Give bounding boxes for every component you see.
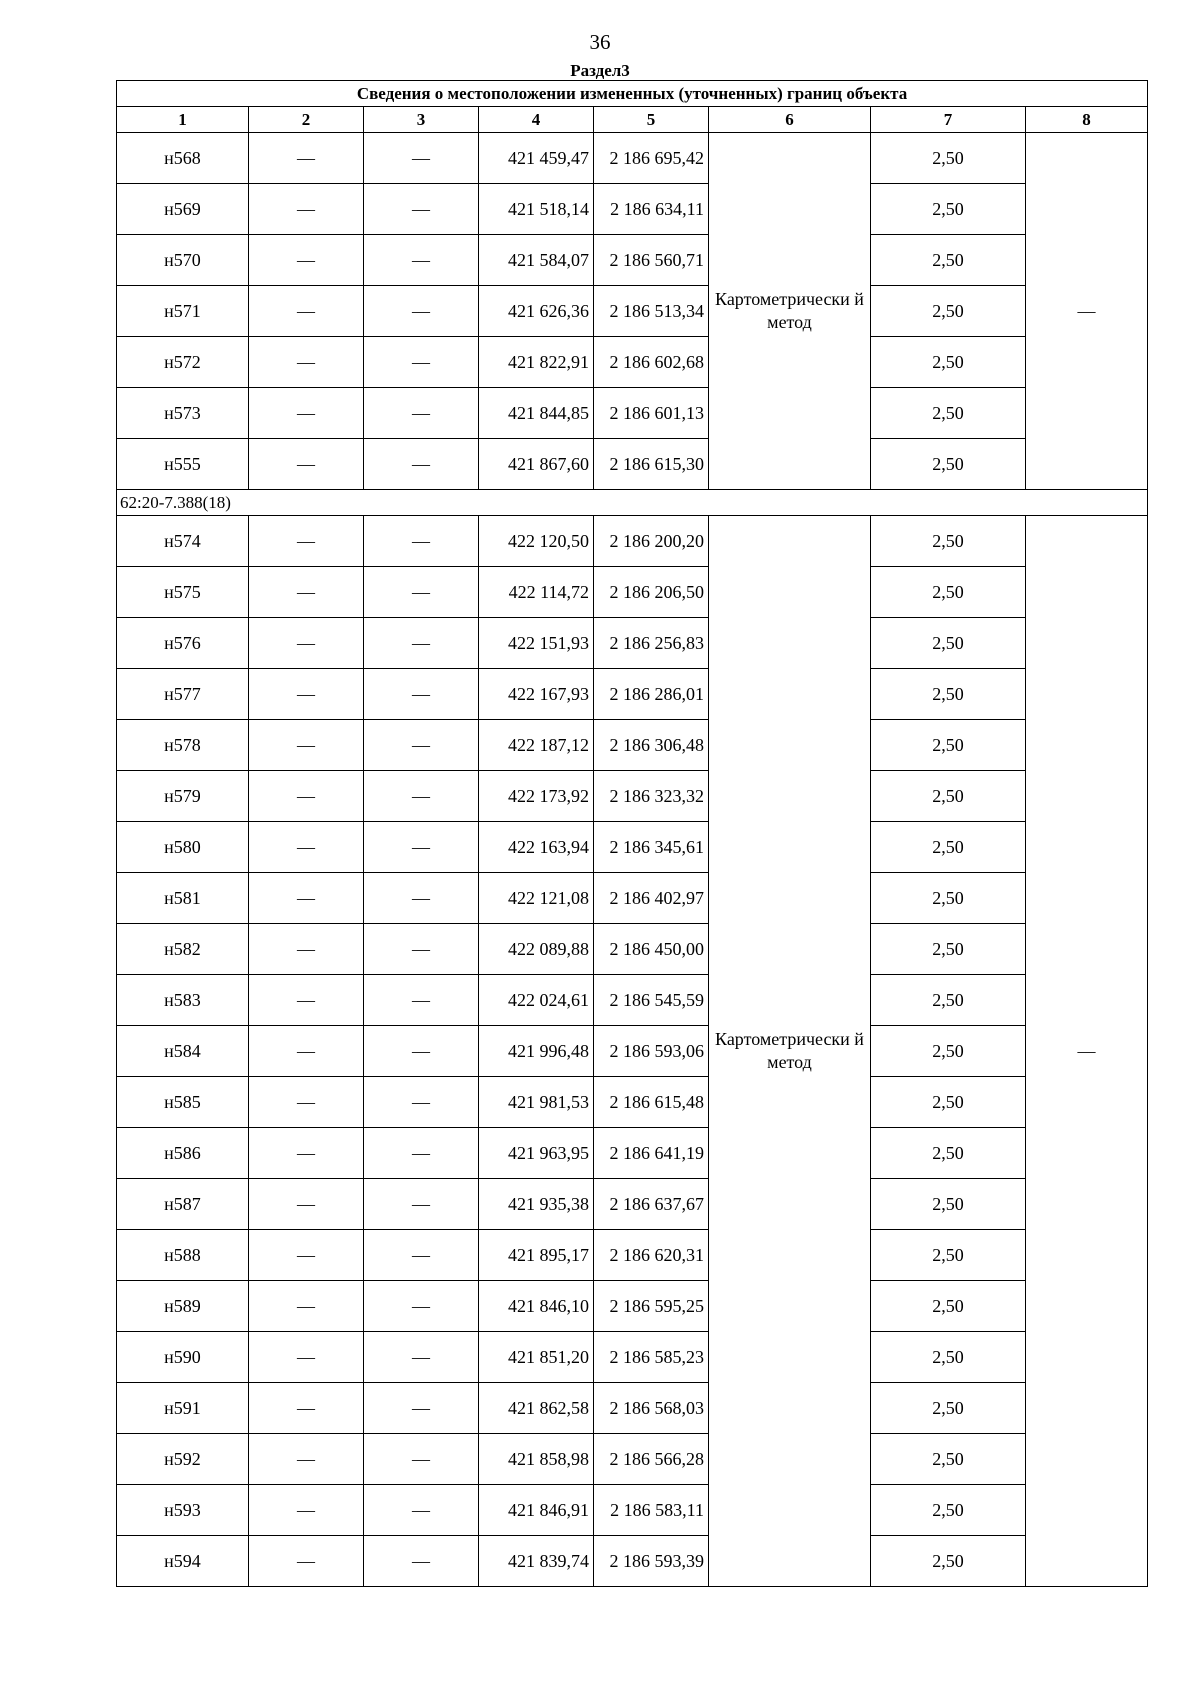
table-row bbox=[117, 1434, 1148, 1485]
col3-dash: — bbox=[364, 567, 479, 618]
accuracy-value: 2,50 bbox=[871, 1332, 1026, 1383]
coordinate-y: 2 186 615,48 bbox=[594, 1077, 709, 1128]
col2-dash: — bbox=[249, 439, 364, 490]
point-name: н555 bbox=[117, 439, 249, 490]
accuracy-value: 2,50 bbox=[871, 1434, 1026, 1485]
coordinate-x: 421 518,14 bbox=[479, 184, 594, 235]
column-number-7: 7 bbox=[871, 107, 1026, 133]
col2-dash: — bbox=[249, 873, 364, 924]
accuracy-value: 2,50 bbox=[871, 1077, 1026, 1128]
coordinate-x: 422 089,88 bbox=[479, 924, 594, 975]
accuracy-value: 2,50 bbox=[871, 133, 1026, 184]
point-name: н586 bbox=[117, 1128, 249, 1179]
coordinate-y: 2 186 256,83 bbox=[594, 618, 709, 669]
boundary-coordinates-table bbox=[116, 80, 1148, 1587]
point-name: н589 bbox=[117, 1281, 249, 1332]
table-row bbox=[117, 1485, 1148, 1536]
coordinate-x: 421 584,07 bbox=[479, 235, 594, 286]
coordinate-x: 421 846,10 bbox=[479, 1281, 594, 1332]
accuracy-value: 2,50 bbox=[871, 771, 1026, 822]
col2-dash: — bbox=[249, 975, 364, 1026]
coordinate-x: 421 862,58 bbox=[479, 1383, 594, 1434]
column-number-4: 4 bbox=[479, 107, 594, 133]
coordinate-y: 2 186 306,48 bbox=[594, 720, 709, 771]
table-row bbox=[117, 516, 1148, 567]
accuracy-value: 2,50 bbox=[871, 1179, 1026, 1230]
table-row bbox=[117, 873, 1148, 924]
point-name: н593 bbox=[117, 1485, 249, 1536]
coordinate-x: 421 846,91 bbox=[479, 1485, 594, 1536]
col8-dash: — bbox=[1026, 516, 1148, 1587]
table-row bbox=[117, 1077, 1148, 1128]
col3-dash: — bbox=[364, 975, 479, 1026]
coordinate-y: 2 186 620,31 bbox=[594, 1230, 709, 1281]
col2-dash: — bbox=[249, 771, 364, 822]
coordinate-y: 2 186 568,03 bbox=[594, 1383, 709, 1434]
col2-dash: — bbox=[249, 669, 364, 720]
col3-dash: — bbox=[364, 771, 479, 822]
col2-dash: — bbox=[249, 133, 364, 184]
coordinate-y: 2 186 566,28 bbox=[594, 1434, 709, 1485]
point-name: н570 bbox=[117, 235, 249, 286]
col3-dash: — bbox=[364, 1485, 479, 1536]
accuracy-value: 2,50 bbox=[871, 1281, 1026, 1332]
col3-dash: — bbox=[364, 184, 479, 235]
col2-dash: — bbox=[249, 235, 364, 286]
accuracy-value: 2,50 bbox=[871, 618, 1026, 669]
accuracy-value: 2,50 bbox=[871, 1485, 1026, 1536]
page-number: 36 bbox=[589, 30, 611, 54]
coordinate-x: 421 844,85 bbox=[479, 388, 594, 439]
point-name: н580 bbox=[117, 822, 249, 873]
coordinate-y: 2 186 560,71 bbox=[594, 235, 709, 286]
col3-dash: — bbox=[364, 1383, 479, 1434]
coordinate-x: 421 851,20 bbox=[479, 1332, 594, 1383]
accuracy-value: 2,50 bbox=[871, 1230, 1026, 1281]
coordinate-x: 421 895,17 bbox=[479, 1230, 594, 1281]
coordinate-y: 2 186 602,68 bbox=[594, 337, 709, 388]
accuracy-value: 2,50 bbox=[871, 439, 1026, 490]
col2-dash: — bbox=[249, 924, 364, 975]
col3-dash: — bbox=[364, 439, 479, 490]
coordinate-x: 422 121,08 bbox=[479, 873, 594, 924]
table-row bbox=[117, 388, 1148, 439]
column-number-6: 6 bbox=[709, 107, 871, 133]
table-row bbox=[117, 822, 1148, 873]
table-row bbox=[117, 720, 1148, 771]
point-name: н569 bbox=[117, 184, 249, 235]
col2-dash: — bbox=[249, 516, 364, 567]
col3-dash: — bbox=[364, 1332, 479, 1383]
coordinate-y: 2 186 583,11 bbox=[594, 1485, 709, 1536]
table-row bbox=[117, 1230, 1148, 1281]
col3-dash: — bbox=[364, 1230, 479, 1281]
coordinate-y: 2 186 637,67 bbox=[594, 1179, 709, 1230]
table-row bbox=[117, 1536, 1148, 1587]
table-row bbox=[117, 1383, 1148, 1434]
table-caption: Сведения о местоположении измененных (уточненных) границ объекта bbox=[117, 81, 1148, 107]
table-row bbox=[117, 975, 1148, 1026]
coordinate-x: 421 935,38 bbox=[479, 1179, 594, 1230]
coordinate-y: 2 186 593,06 bbox=[594, 1026, 709, 1077]
col3-dash: — bbox=[364, 1026, 479, 1077]
col2-dash: — bbox=[249, 286, 364, 337]
accuracy-value: 2,50 bbox=[871, 822, 1026, 873]
col3-dash: — bbox=[364, 1128, 479, 1179]
coordinate-x: 421 996,48 bbox=[479, 1026, 594, 1077]
col2-dash: — bbox=[249, 822, 364, 873]
col2-dash: — bbox=[249, 1485, 364, 1536]
col2-dash: — bbox=[249, 567, 364, 618]
accuracy-value: 2,50 bbox=[871, 388, 1026, 439]
col2-dash: — bbox=[249, 1536, 364, 1587]
coordinate-x: 422 114,72 bbox=[479, 567, 594, 618]
accuracy-value: 2,50 bbox=[871, 1128, 1026, 1179]
col3-dash: — bbox=[364, 720, 479, 771]
point-name: н572 bbox=[117, 337, 249, 388]
table-row bbox=[117, 567, 1148, 618]
section-title: Раздел3 bbox=[570, 61, 630, 80]
accuracy-value: 2,50 bbox=[871, 720, 1026, 771]
col2-dash: — bbox=[249, 1077, 364, 1128]
table-row bbox=[117, 235, 1148, 286]
coordinate-x: 421 858,98 bbox=[479, 1434, 594, 1485]
col3-dash: — bbox=[364, 873, 479, 924]
point-name: н576 bbox=[117, 618, 249, 669]
accuracy-value: 2,50 bbox=[871, 235, 1026, 286]
col2-dash: — bbox=[249, 337, 364, 388]
point-name: н592 bbox=[117, 1434, 249, 1485]
coordinate-x: 422 163,94 bbox=[479, 822, 594, 873]
col3-dash: — bbox=[364, 388, 479, 439]
table-caption-row bbox=[117, 81, 1148, 107]
col2-dash: — bbox=[249, 618, 364, 669]
table-row bbox=[117, 337, 1148, 388]
coordinate-y: 2 186 513,34 bbox=[594, 286, 709, 337]
point-name: н571 bbox=[117, 286, 249, 337]
col3-dash: — bbox=[364, 1179, 479, 1230]
col2-dash: — bbox=[249, 1332, 364, 1383]
col3-dash: — bbox=[364, 235, 479, 286]
point-name: н587 bbox=[117, 1179, 249, 1230]
coordinate-x: 421 981,53 bbox=[479, 1077, 594, 1128]
table-row bbox=[117, 924, 1148, 975]
group-label-row bbox=[117, 490, 1148, 516]
coordinate-y: 2 186 695,42 bbox=[594, 133, 709, 184]
coordinate-y: 2 186 593,39 bbox=[594, 1536, 709, 1587]
coordinate-x: 421 867,60 bbox=[479, 439, 594, 490]
table-row bbox=[117, 771, 1148, 822]
column-number-5: 5 bbox=[594, 107, 709, 133]
col3-dash: — bbox=[364, 618, 479, 669]
accuracy-value: 2,50 bbox=[871, 184, 1026, 235]
coordinate-x: 421 839,74 bbox=[479, 1536, 594, 1587]
accuracy-value: 2,50 bbox=[871, 873, 1026, 924]
table-row bbox=[117, 1026, 1148, 1077]
coordinate-y: 2 186 200,20 bbox=[594, 516, 709, 567]
col3-dash: — bbox=[364, 1281, 479, 1332]
column-number-8: 8 bbox=[1026, 107, 1148, 133]
table-row bbox=[117, 669, 1148, 720]
accuracy-value: 2,50 bbox=[871, 1026, 1026, 1077]
point-name: н590 bbox=[117, 1332, 249, 1383]
table-row bbox=[117, 286, 1148, 337]
col2-dash: — bbox=[249, 1128, 364, 1179]
column-numbers-row bbox=[117, 107, 1148, 133]
coordinate-y: 2 186 323,32 bbox=[594, 771, 709, 822]
group-label: 62:20-7.388(18) bbox=[117, 490, 1148, 516]
table-row bbox=[117, 1332, 1148, 1383]
point-name: н581 bbox=[117, 873, 249, 924]
coordinate-y: 2 186 286,01 bbox=[594, 669, 709, 720]
col3-dash: — bbox=[364, 1077, 479, 1128]
coordinate-y: 2 186 450,00 bbox=[594, 924, 709, 975]
point-name: н579 bbox=[117, 771, 249, 822]
point-name: н583 bbox=[117, 975, 249, 1026]
col3-dash: — bbox=[364, 133, 479, 184]
table-row bbox=[117, 439, 1148, 490]
col2-dash: — bbox=[249, 1281, 364, 1332]
method-cell: Картометрически й метод bbox=[709, 133, 871, 490]
point-name: н575 bbox=[117, 567, 249, 618]
col3-dash: — bbox=[364, 286, 479, 337]
coordinate-x: 422 173,92 bbox=[479, 771, 594, 822]
col2-dash: — bbox=[249, 184, 364, 235]
coordinate-y: 2 186 601,13 bbox=[594, 388, 709, 439]
table-row bbox=[117, 1281, 1148, 1332]
col3-dash: — bbox=[364, 669, 479, 720]
table-row bbox=[117, 184, 1148, 235]
coordinate-x: 421 822,91 bbox=[479, 337, 594, 388]
point-name: н584 bbox=[117, 1026, 249, 1077]
coordinate-y: 2 186 585,23 bbox=[594, 1332, 709, 1383]
coordinate-x: 421 459,47 bbox=[479, 133, 594, 184]
point-name: н577 bbox=[117, 669, 249, 720]
column-number-2: 2 bbox=[249, 107, 364, 133]
col2-dash: — bbox=[249, 720, 364, 771]
coordinate-y: 2 186 595,25 bbox=[594, 1281, 709, 1332]
coordinate-y: 2 186 615,30 bbox=[594, 439, 709, 490]
point-name: н588 bbox=[117, 1230, 249, 1281]
table-row bbox=[117, 1179, 1148, 1230]
coordinate-x: 422 187,12 bbox=[479, 720, 594, 771]
col3-dash: — bbox=[364, 1536, 479, 1587]
point-name: н582 bbox=[117, 924, 249, 975]
table-row bbox=[117, 1128, 1148, 1179]
accuracy-value: 2,50 bbox=[871, 286, 1026, 337]
accuracy-value: 2,50 bbox=[871, 1536, 1026, 1587]
accuracy-value: 2,50 bbox=[871, 924, 1026, 975]
coordinate-y: 2 186 641,19 bbox=[594, 1128, 709, 1179]
point-name: н585 bbox=[117, 1077, 249, 1128]
col3-dash: — bbox=[364, 1434, 479, 1485]
accuracy-value: 2,50 bbox=[871, 669, 1026, 720]
table-row bbox=[117, 618, 1148, 669]
coordinate-x: 422 024,61 bbox=[479, 975, 594, 1026]
accuracy-value: 2,50 bbox=[871, 975, 1026, 1026]
table-body bbox=[117, 81, 1148, 1587]
col2-dash: — bbox=[249, 1383, 364, 1434]
coordinate-y: 2 186 545,59 bbox=[594, 975, 709, 1026]
coordinate-y: 2 186 402,97 bbox=[594, 873, 709, 924]
point-name: н573 bbox=[117, 388, 249, 439]
col8-dash: — bbox=[1026, 133, 1148, 490]
column-number-3: 3 bbox=[364, 107, 479, 133]
accuracy-value: 2,50 bbox=[871, 516, 1026, 567]
coordinate-x: 422 151,93 bbox=[479, 618, 594, 669]
col2-dash: — bbox=[249, 1434, 364, 1485]
point-name: н574 bbox=[117, 516, 249, 567]
table-row bbox=[117, 133, 1148, 184]
point-name: н568 bbox=[117, 133, 249, 184]
col2-dash: — bbox=[249, 388, 364, 439]
coordinate-x: 421 626,36 bbox=[479, 286, 594, 337]
col2-dash: — bbox=[249, 1230, 364, 1281]
col2-dash: — bbox=[249, 1179, 364, 1230]
coordinate-x: 422 120,50 bbox=[479, 516, 594, 567]
accuracy-value: 2,50 bbox=[871, 337, 1026, 388]
point-name: н594 bbox=[117, 1536, 249, 1587]
coordinate-y: 2 186 345,61 bbox=[594, 822, 709, 873]
col3-dash: — bbox=[364, 924, 479, 975]
coordinate-y: 2 186 206,50 bbox=[594, 567, 709, 618]
point-name: н591 bbox=[117, 1383, 249, 1434]
coordinate-x: 422 167,93 bbox=[479, 669, 594, 720]
col3-dash: — bbox=[364, 337, 479, 388]
coordinate-y: 2 186 634,11 bbox=[594, 184, 709, 235]
col3-dash: — bbox=[364, 822, 479, 873]
accuracy-value: 2,50 bbox=[871, 567, 1026, 618]
coordinate-x: 421 963,95 bbox=[479, 1128, 594, 1179]
method-cell: Картометрически й метод bbox=[709, 516, 871, 1587]
accuracy-value: 2,50 bbox=[871, 1383, 1026, 1434]
column-number-1: 1 bbox=[117, 107, 249, 133]
col3-dash: — bbox=[364, 516, 479, 567]
point-name: н578 bbox=[117, 720, 249, 771]
col2-dash: — bbox=[249, 1026, 364, 1077]
